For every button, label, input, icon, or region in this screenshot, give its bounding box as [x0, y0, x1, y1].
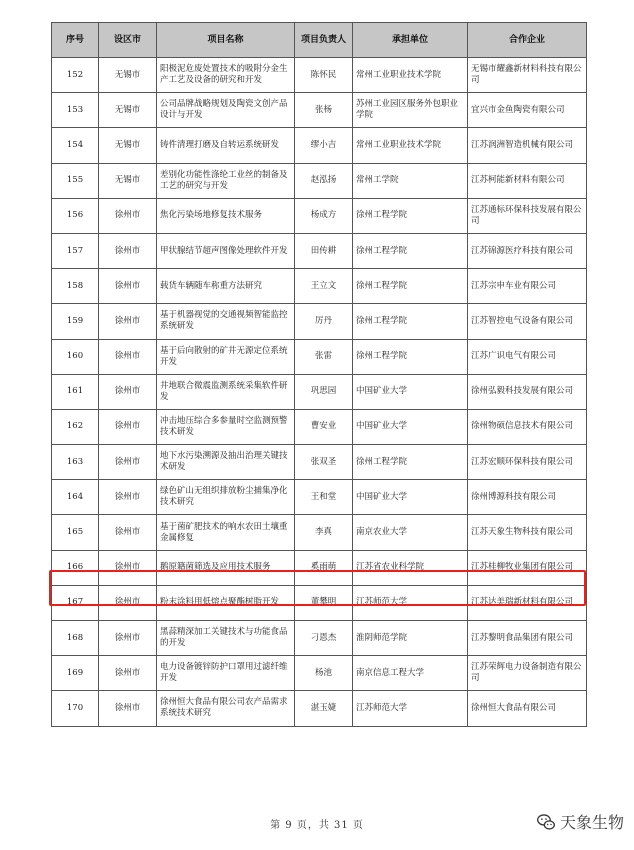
cell-unit: 常州工业职业技术学院: [353, 58, 468, 93]
cell-leader: 曹安业: [295, 409, 353, 444]
cell-unit: 苏州工业园区服务外包职业学院: [353, 93, 468, 128]
cell-city: 徐州市: [99, 409, 157, 444]
cell-serial: 162: [52, 409, 99, 444]
cell-city: 无锡市: [99, 128, 157, 163]
cell-city: 徐州市: [99, 621, 157, 656]
watermark: [536, 810, 624, 833]
cell-leader: 巩思园: [295, 374, 353, 409]
cell-partner: 宜兴市金鱼陶瓷有限公司: [468, 93, 587, 128]
cell-city: 无锡市: [99, 163, 157, 198]
cell-unit: 徐州工程学院: [353, 269, 468, 304]
cell-leader: 赵泓扬: [295, 163, 353, 198]
cell-project: 公司品牌战略规划及陶瓷文创产品设计与开发: [157, 93, 295, 128]
cell-city: 徐州市: [99, 691, 157, 726]
cell-serial: 168: [52, 621, 99, 656]
cell-city: 徐州市: [99, 585, 157, 620]
cell-city: 徐州市: [99, 198, 157, 233]
header-city: 设区市: [99, 23, 157, 58]
cell-leader: 王立文: [295, 269, 353, 304]
table-row: [52, 128, 587, 163]
table-row-highlighted: [52, 515, 587, 550]
table-row: [52, 269, 587, 304]
cell-serial: 164: [52, 480, 99, 515]
cell-city: 徐州市: [99, 233, 157, 268]
cell-unit: 中国矿业大学: [353, 374, 468, 409]
cell-project: 铸件清理打磨及自转运系统研发: [157, 128, 295, 163]
cell-unit: 南京信息工程大学: [353, 656, 468, 691]
cell-project: 井地联合微震监测系统采集软件研发: [157, 374, 295, 409]
cell-leader: 陈怀民: [295, 58, 353, 93]
cell-project: 基于后向散射的矿井无源定位系统开发: [157, 339, 295, 374]
cell-partner: 徐州博源科技有限公司: [468, 480, 587, 515]
cell-unit: 江苏师范大学: [353, 691, 468, 726]
cell-unit: 徐州工程学院: [353, 198, 468, 233]
cell-serial: 169: [52, 656, 99, 691]
cell-unit: 江苏师范大学: [353, 585, 468, 620]
cell-partner: 无锡市耀鑫新材料科技有限公司: [468, 58, 587, 93]
cell-project: 甲状腺结节超声图像处理软件开发: [157, 233, 295, 268]
cell-leader: 董攀明: [295, 585, 353, 620]
cell-partner: 江苏智控电气设备有限公司: [468, 304, 587, 339]
cell-project: 焦化污染场地修复技术服务: [157, 198, 295, 233]
cell-partner: 江苏通标环保科技发展有限公司: [468, 198, 587, 233]
cell-city: 徐州市: [99, 269, 157, 304]
watermark-text: 天象生物: [559, 813, 624, 832]
cell-partner: 江苏润洲智造机械有限公司: [468, 128, 587, 163]
header-partner-company: 合作企业: [468, 23, 587, 58]
cell-serial: 153: [52, 93, 99, 128]
cell-partner: 徐州弘毅科技发展有限公司: [468, 374, 587, 409]
cell-city: 徐州市: [99, 550, 157, 585]
cell-project: 基于菌矿肥技术的响水农田土壤重金属修复: [157, 515, 295, 550]
cell-leader: 缪小吉: [295, 128, 353, 163]
cell-project: 徐州恒大食品有限公司农产品需求系统技术研究: [157, 691, 295, 726]
cell-leader: 杨成方: [295, 198, 353, 233]
table-row: [52, 58, 587, 93]
table-row: [52, 445, 587, 480]
cell-city: 无锡市: [99, 93, 157, 128]
cell-serial: 154: [52, 128, 99, 163]
cell-project: 冲击地压综合多参量时空监测预警技术研发: [157, 409, 295, 444]
cell-leader: 刁恩杰: [295, 621, 353, 656]
cell-serial: 160: [52, 339, 99, 374]
cell-serial: 156: [52, 198, 99, 233]
cell-serial: 152: [52, 58, 99, 93]
cell-partner: 江苏达美瑞新材料有限公司: [468, 585, 587, 620]
cell-leader: 湛玉婕: [295, 691, 353, 726]
header-project-leader: 项目负责人: [295, 23, 353, 58]
cell-leader: 奚雨萌: [295, 550, 353, 585]
cell-serial: 157: [52, 233, 99, 268]
cell-partner: 徐州物硕信息技术有限公司: [468, 409, 587, 444]
cell-unit: 江苏省农业科学院: [353, 550, 468, 585]
cell-partner: 江苏黎明食品集团有限公司: [468, 621, 587, 656]
cell-serial: 155: [52, 163, 99, 198]
cell-serial: 170: [52, 691, 99, 726]
cell-unit: 常州工业职业技术学院: [353, 128, 468, 163]
cell-partner: 江苏广识电气有限公司: [468, 339, 587, 374]
cell-unit: 徐州工程学院: [353, 339, 468, 374]
table-row: [52, 233, 587, 268]
cell-unit: 徐州工程学院: [353, 445, 468, 480]
cell-partner: 徐州恒大食品有限公司: [468, 691, 587, 726]
cell-project: 阳极泥危废处置技术的吸附分金生产工艺及设备的研究和开发: [157, 58, 295, 93]
table-row: [52, 198, 587, 233]
cell-city: 徐州市: [99, 656, 157, 691]
table-row: [52, 409, 587, 444]
cell-leader: 王和堂: [295, 480, 353, 515]
cell-project: 电力设备镀锌防护口罩用过滤纤维开发: [157, 656, 295, 691]
cell-partner: 江苏宗申车业有限公司: [468, 269, 587, 304]
cell-leader: 田传耕: [295, 233, 353, 268]
cell-partner: 江苏锦源医疗科技有限公司: [468, 233, 587, 268]
cell-leader: 张雷: [295, 339, 353, 374]
cell-unit: 徐州工程学院: [353, 304, 468, 339]
cell-project: 黑蒜精深加工关键技术与功能食品的开发: [157, 621, 295, 656]
table-row: [52, 691, 587, 726]
table-row: [52, 656, 587, 691]
cell-project: 鹅原籍菌筛选及应用技术服务: [157, 550, 295, 585]
table-row: [52, 93, 587, 128]
cell-city: 徐州市: [99, 515, 157, 550]
table-row: [52, 163, 587, 198]
table-header-row: [52, 23, 587, 58]
cell-serial: 161: [52, 374, 99, 409]
header-serial-number: 序号: [52, 23, 99, 58]
table-row: [52, 339, 587, 374]
wechat-icon: [536, 812, 556, 832]
cell-partner: 江苏天象生物科技有限公司: [468, 515, 587, 550]
table-row: [52, 550, 587, 585]
projects-table: [51, 22, 587, 727]
header-undertaking-unit: 承担单位: [353, 23, 468, 58]
cell-serial: 167: [52, 585, 99, 620]
page-footer: 第 9 页，共 31 页: [270, 820, 364, 831]
cell-leader: 张双圣: [295, 445, 353, 480]
cell-project: 载货车辆随车称重方法研究: [157, 269, 295, 304]
table-row: [52, 480, 587, 515]
cell-unit: 中国矿业大学: [353, 409, 468, 444]
cell-city: 徐州市: [99, 445, 157, 480]
table-row: [52, 374, 587, 409]
table-row: [52, 304, 587, 339]
cell-city: 徐州市: [99, 304, 157, 339]
cell-project: 差别化功能性涤纶工业丝的制备及工艺的研究与开发: [157, 163, 295, 198]
cell-city: 徐州市: [99, 480, 157, 515]
cell-leader: 杨池: [295, 656, 353, 691]
cell-partner: 江苏柯能新材料有限公司: [468, 163, 587, 198]
cell-serial: 159: [52, 304, 99, 339]
cell-partner: 江苏桂柳牧业集团有限公司: [468, 550, 587, 585]
cell-project: 基于机器视觉的交通视频智能监控系统研发: [157, 304, 295, 339]
cell-partner: 江苏宏顺环保科技有限公司: [468, 445, 587, 480]
cell-unit: 常州工学院: [353, 163, 468, 198]
cell-leader: 厉丹: [295, 304, 353, 339]
cell-serial: 165: [52, 515, 99, 550]
cell-serial: 166: [52, 550, 99, 585]
cell-serial: 158: [52, 269, 99, 304]
cell-project: 粉末涂料用低熔点聚酯树脂开发: [157, 585, 295, 620]
cell-city: 徐州市: [99, 374, 157, 409]
table-row: [52, 585, 587, 620]
cell-serial: 163: [52, 445, 99, 480]
cell-project: 绿色矿山无组织排放粉尘捕集净化技术研究: [157, 480, 295, 515]
cell-city: 徐州市: [99, 339, 157, 374]
cell-leader: 李真: [295, 515, 353, 550]
cell-leader: 张杨: [295, 93, 353, 128]
table-row: [52, 621, 587, 656]
cell-unit: 徐州工程学院: [353, 233, 468, 268]
cell-project: 地下水污染溯源及抽出治理关键技术研发: [157, 445, 295, 480]
cell-unit: 中国矿业大学: [353, 480, 468, 515]
cell-unit: 淮阴师范学院: [353, 621, 468, 656]
cell-partner: 江苏荣辉电力设备制造有限公司: [468, 656, 587, 691]
cell-city: 无锡市: [99, 58, 157, 93]
header-project-name: 项目名称: [157, 23, 295, 58]
cell-unit: 南京农业大学: [353, 515, 468, 550]
